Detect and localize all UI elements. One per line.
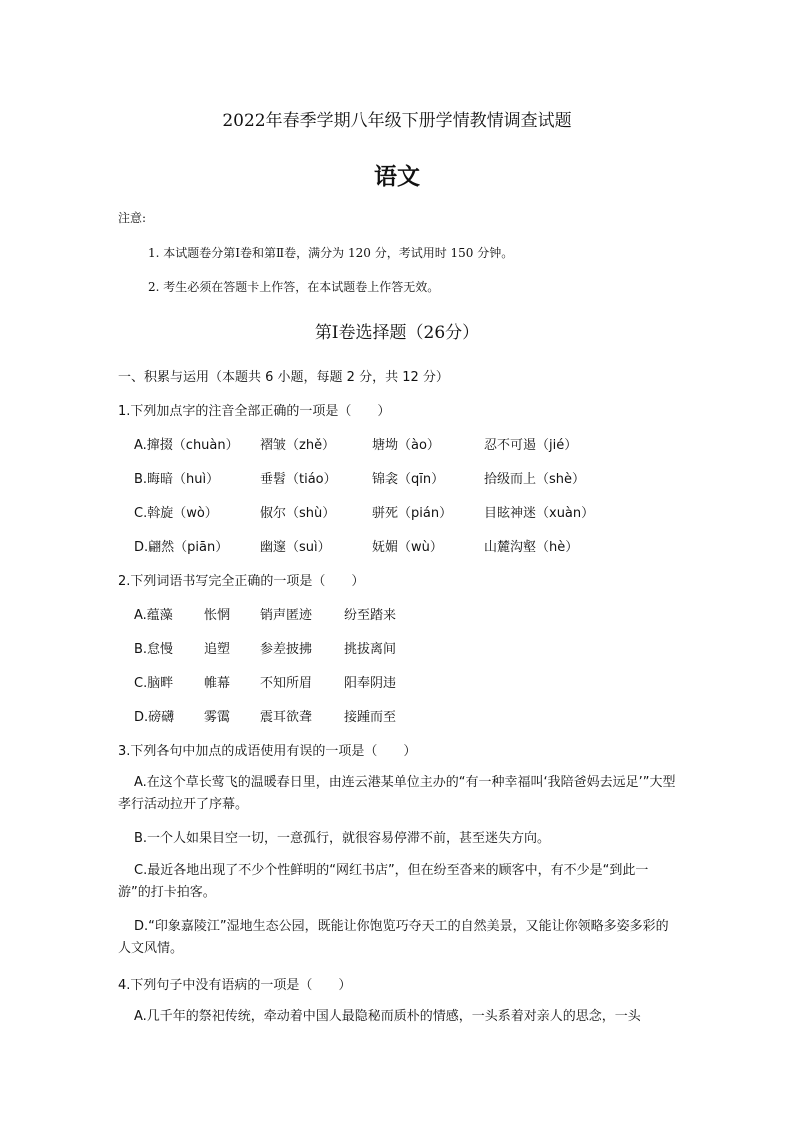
q3-option-b: B.一个人如果目空一切，一意孤行，就很容易停滞不前，甚至迷失方向。 xyxy=(134,831,551,846)
q2-d-2: 雾霭 xyxy=(204,710,231,725)
exam-title: 2022年春季学期八年级下册学情教情调查试题 xyxy=(222,111,572,131)
q4-stem: 4.下列句子中没有语病的一项是（ ） xyxy=(118,978,352,993)
q1-c-2: 俶尔（shù） xyxy=(260,506,336,521)
q1-d-3: 妩媚（wù） xyxy=(372,540,443,555)
q2-c-2: 帷幕 xyxy=(204,676,231,691)
q1-c-4: 目眩神迷（xuàn） xyxy=(484,506,595,521)
q2-d-4: 接踵而至 xyxy=(344,710,397,725)
q1-stem: 1.下列加点字的注音全部正确的一项是（ ） xyxy=(118,404,391,419)
notes-label: 注意: xyxy=(118,211,147,225)
q1-d-2: 幽邃（suì） xyxy=(260,540,331,555)
q1-b-3: 锦衾（qīn） xyxy=(372,472,445,487)
q2-c-1: C.脑畔 xyxy=(134,676,174,691)
q1-a-2: 褶皱（zhě） xyxy=(260,438,336,453)
q1-b-2: 垂髫（tiáo） xyxy=(260,472,337,487)
q2-d-1: D.磅礴 xyxy=(134,710,175,725)
q3-stem: 3.下列各句中加点的成语使用有误的一项是（ ） xyxy=(118,744,417,759)
q1-a-3: 塘坳（ào） xyxy=(372,438,440,453)
q2-b-4: 挑拔离间 xyxy=(344,642,397,657)
q2-c-4: 阳奉阴违 xyxy=(344,676,397,691)
q1-c-1: C.斡旋（wò） xyxy=(134,506,218,521)
q4-option-a: A.几千年的祭祀传统，牵动着中国人最隐秘而质朴的情感，一头系着对亲人的思念，一头 xyxy=(134,1009,641,1024)
part1-title: 第Ⅰ卷选择题（26分） xyxy=(314,323,480,343)
q2-b-2: 追塑 xyxy=(204,642,231,657)
q2-c-3: 不知所眉 xyxy=(260,676,313,691)
q1-c-3: 骈死（pián） xyxy=(372,506,453,521)
q2-a-2: 怅惘 xyxy=(204,608,231,623)
note-item-1: 1. 本试题卷分第Ⅰ卷和第Ⅱ卷，满分为 120 分，考试用时 150 分钟。 xyxy=(148,246,514,260)
q2-a-3: 销声匿迹 xyxy=(260,608,313,623)
q1-b-1: B.晦暗（huì） xyxy=(134,472,220,487)
q2-b-3: 参差披拂 xyxy=(260,642,313,657)
q1-d-4: 山麓沟壑（hè） xyxy=(484,540,579,555)
q2-a-4: 纷至踏来 xyxy=(344,608,397,623)
q2-d-3: 震耳欲聋 xyxy=(260,710,313,725)
q1-d-1: D.翩然（piān） xyxy=(134,540,229,555)
q2-b-1: B.怠慢 xyxy=(134,642,174,657)
q1-a-1: A.撺掇（chuàn） xyxy=(134,438,239,453)
section1-heading: 一、积累与运用（本题共 6 小题，每题 2 分，共 12 分） xyxy=(118,370,449,385)
q3-option-d: D.“印象嘉陵江”湿地生态公园，既能让你饱览巧夺天工的自然美景，又能让你领略多姿多彩的人文风情。 xyxy=(118,919,669,956)
subject-title: 语文 xyxy=(374,163,420,190)
q3-option-c: C.最近各地出现了不少个性鲜明的“网红书店”，但在纷至沓来的顾客中，有不少是“到此一游”的打卡拍客。 xyxy=(118,863,649,900)
q3-option-a: A.在这个草长莺飞的温暖春日里，由连云港某单位主办的“有一种幸福叫‘我陪爸妈去远足’”大型孝行活动拉开了序幕。 xyxy=(118,775,676,812)
q2-a-1: A.蕴藻 xyxy=(134,608,173,623)
q2-stem: 2.下列词语书写完全正确的一项是（ ） xyxy=(118,574,365,589)
q1-a-4: 忍不可遏（jié） xyxy=(484,438,578,453)
q1-b-4: 拾级而上（shè） xyxy=(484,472,586,487)
note-item-2: 2. 考生必须在答题卡上作答，在本试题卷上作答无效。 xyxy=(148,280,440,294)
